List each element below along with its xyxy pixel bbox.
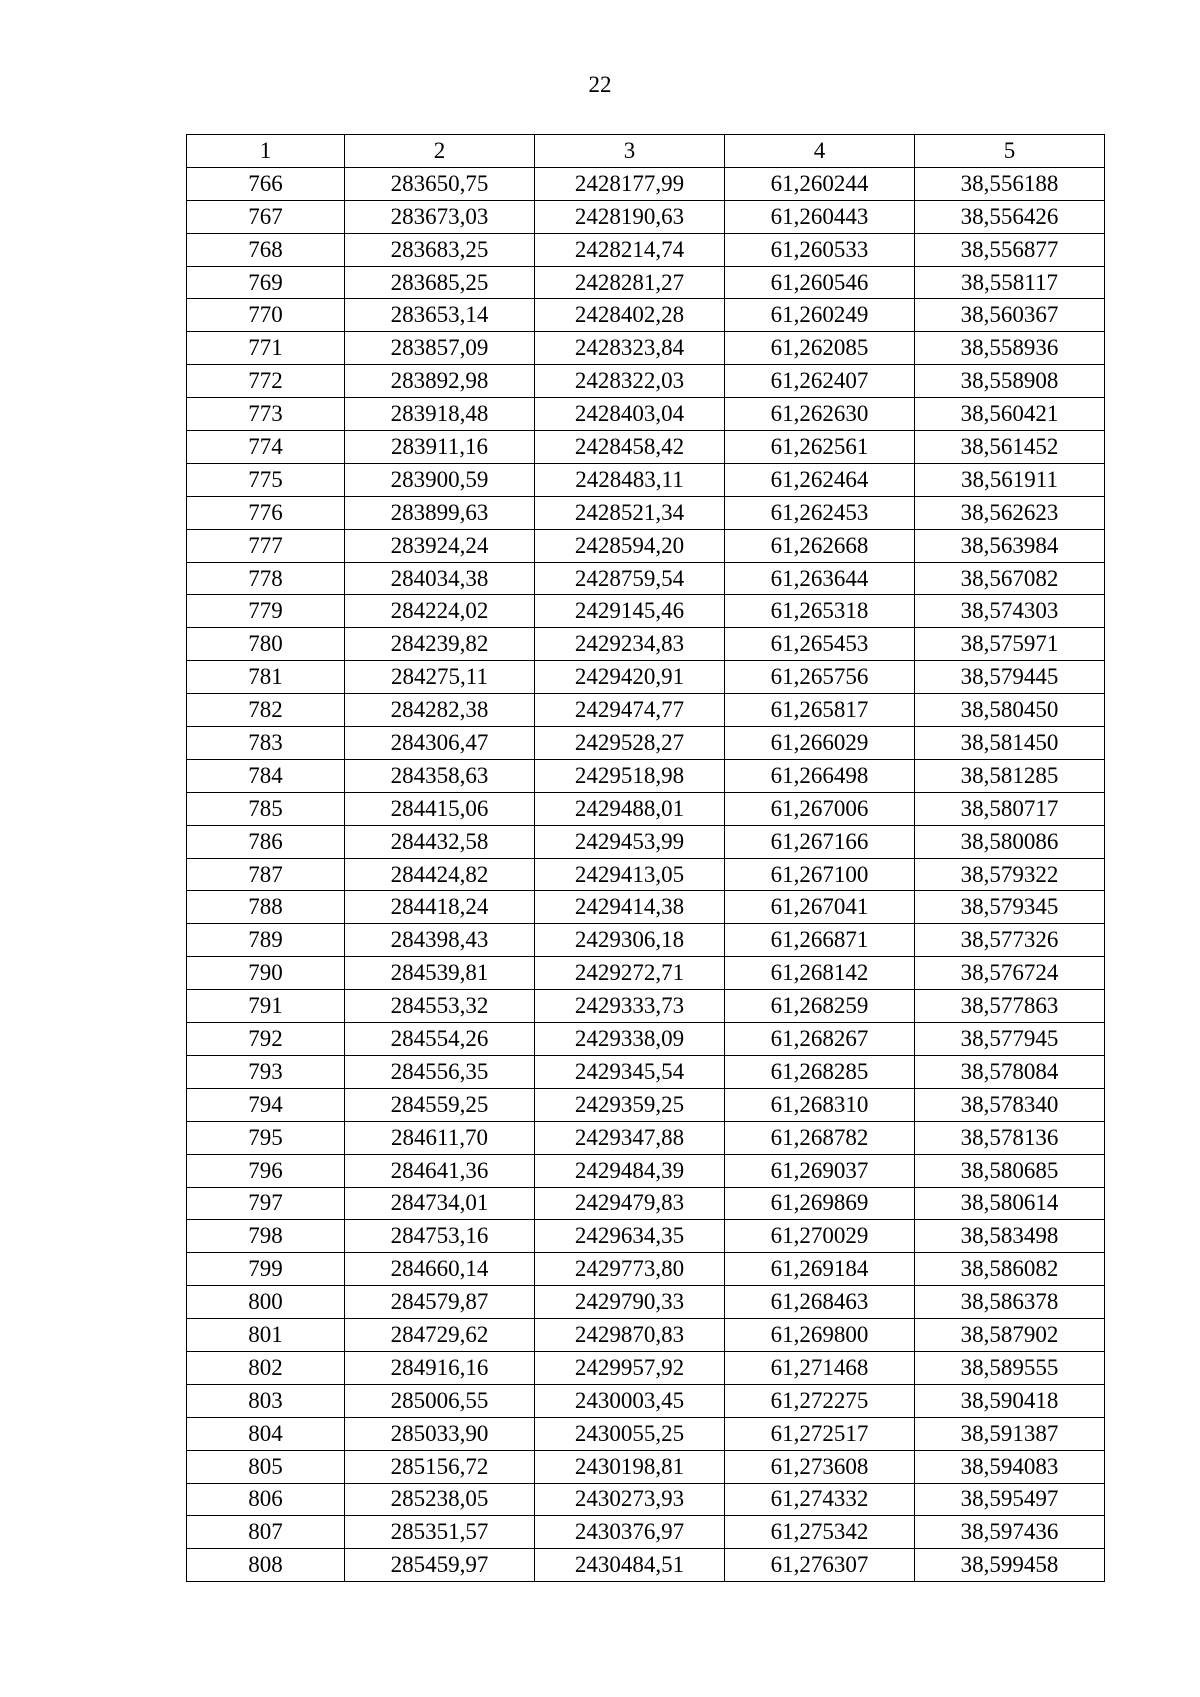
table-row (187, 431, 1105, 464)
longitude-cell: 38,580086 (915, 825, 1105, 858)
longitude-cell: 38,591387 (915, 1417, 1105, 1450)
table-row (187, 562, 1105, 595)
table-row (187, 496, 1105, 529)
table-row (187, 1450, 1105, 1483)
longitude-cell: 38,589555 (915, 1351, 1105, 1384)
point-number-cell: 775 (187, 463, 345, 496)
longitude-cell: 38,560421 (915, 398, 1105, 431)
table-row (187, 233, 1105, 266)
point-number-cell: 803 (187, 1384, 345, 1417)
y-coordinate-cell: 2429333,73 (535, 990, 725, 1023)
longitude-cell: 38,579445 (915, 661, 1105, 694)
x-coordinate-cell: 284554,26 (345, 1023, 535, 1056)
x-coordinate-cell: 284579,87 (345, 1286, 535, 1319)
point-number-cell: 787 (187, 858, 345, 891)
x-coordinate-cell: 284306,47 (345, 727, 535, 760)
y-coordinate-cell: 2429479,83 (535, 1187, 725, 1220)
x-coordinate-cell: 284641,36 (345, 1154, 535, 1187)
y-coordinate-cell: 2430198,81 (535, 1450, 725, 1483)
point-number-cell: 791 (187, 990, 345, 1023)
y-coordinate-cell: 2428594,20 (535, 529, 725, 562)
latitude-cell: 61,272275 (725, 1384, 915, 1417)
x-coordinate-cell: 284275,11 (345, 661, 535, 694)
latitude-cell: 61,268782 (725, 1121, 915, 1154)
longitude-cell: 38,560367 (915, 299, 1105, 332)
point-number-cell: 802 (187, 1351, 345, 1384)
table-row (187, 266, 1105, 299)
point-number-cell: 772 (187, 365, 345, 398)
y-coordinate-cell: 2429306,18 (535, 924, 725, 957)
table-row (187, 1121, 1105, 1154)
latitude-cell: 61,269800 (725, 1319, 915, 1352)
table-row (187, 957, 1105, 990)
latitude-cell: 61,268285 (725, 1055, 915, 1088)
column-header-5: 5 (915, 135, 1105, 168)
longitude-cell: 38,578136 (915, 1121, 1105, 1154)
latitude-cell: 61,262668 (725, 529, 915, 562)
latitude-cell: 61,269037 (725, 1154, 915, 1187)
x-coordinate-cell: 283673,03 (345, 200, 535, 233)
x-coordinate-cell: 284734,01 (345, 1187, 535, 1220)
point-number-cell: 797 (187, 1187, 345, 1220)
longitude-cell: 38,581450 (915, 727, 1105, 760)
longitude-cell: 38,575971 (915, 628, 1105, 661)
point-number-cell: 774 (187, 431, 345, 464)
y-coordinate-cell: 2429773,80 (535, 1253, 725, 1286)
x-coordinate-cell: 284034,38 (345, 562, 535, 595)
table-row (187, 694, 1105, 727)
point-number-cell: 785 (187, 792, 345, 825)
x-coordinate-cell: 284239,82 (345, 628, 535, 661)
table-row (187, 529, 1105, 562)
y-coordinate-cell: 2430003,45 (535, 1384, 725, 1417)
x-coordinate-cell: 283685,25 (345, 266, 535, 299)
x-coordinate-cell: 283899,63 (345, 496, 535, 529)
x-coordinate-cell: 283900,59 (345, 463, 535, 496)
x-coordinate-cell: 284553,32 (345, 990, 535, 1023)
y-coordinate-cell: 2429420,91 (535, 661, 725, 694)
latitude-cell: 61,262561 (725, 431, 915, 464)
latitude-cell: 61,267166 (725, 825, 915, 858)
y-coordinate-cell: 2428521,34 (535, 496, 725, 529)
y-coordinate-cell: 2429870,83 (535, 1319, 725, 1352)
x-coordinate-cell: 284916,16 (345, 1351, 535, 1384)
latitude-cell: 61,268310 (725, 1088, 915, 1121)
y-coordinate-cell: 2428322,03 (535, 365, 725, 398)
table-row (187, 1088, 1105, 1121)
longitude-cell: 38,580450 (915, 694, 1105, 727)
y-coordinate-cell: 2430055,25 (535, 1417, 725, 1450)
latitude-cell: 61,268142 (725, 957, 915, 990)
table-row (187, 891, 1105, 924)
longitude-cell: 38,558936 (915, 332, 1105, 365)
latitude-cell: 61,266498 (725, 759, 915, 792)
x-coordinate-cell: 284660,14 (345, 1253, 535, 1286)
y-coordinate-cell: 2430273,93 (535, 1483, 725, 1516)
latitude-cell: 61,260244 (725, 167, 915, 200)
x-coordinate-cell: 283924,24 (345, 529, 535, 562)
longitude-cell: 38,563984 (915, 529, 1105, 562)
latitude-cell: 61,269184 (725, 1253, 915, 1286)
longitude-cell: 38,562623 (915, 496, 1105, 529)
table-row (187, 1253, 1105, 1286)
x-coordinate-cell: 284556,35 (345, 1055, 535, 1088)
latitude-cell: 61,262464 (725, 463, 915, 496)
point-number-cell: 777 (187, 529, 345, 562)
y-coordinate-cell: 2429347,88 (535, 1121, 725, 1154)
y-coordinate-cell: 2428458,42 (535, 431, 725, 464)
point-number-cell: 807 (187, 1516, 345, 1549)
point-number-cell: 771 (187, 332, 345, 365)
x-coordinate-cell: 283683,25 (345, 233, 535, 266)
longitude-cell: 38,580717 (915, 792, 1105, 825)
point-number-cell: 769 (187, 266, 345, 299)
x-coordinate-cell: 283911,16 (345, 431, 535, 464)
table-row (187, 398, 1105, 431)
x-coordinate-cell: 284415,06 (345, 792, 535, 825)
x-coordinate-cell: 284753,16 (345, 1220, 535, 1253)
latitude-cell: 61,265756 (725, 661, 915, 694)
longitude-cell: 38,586378 (915, 1286, 1105, 1319)
y-coordinate-cell: 2429474,77 (535, 694, 725, 727)
point-number-cell: 767 (187, 200, 345, 233)
longitude-cell: 38,594083 (915, 1450, 1105, 1483)
y-coordinate-cell: 2429528,27 (535, 727, 725, 760)
column-header-1: 1 (187, 135, 345, 168)
y-coordinate-cell: 2429359,25 (535, 1088, 725, 1121)
y-coordinate-cell: 2429957,92 (535, 1351, 725, 1384)
x-coordinate-cell: 285351,57 (345, 1516, 535, 1549)
point-number-cell: 768 (187, 233, 345, 266)
latitude-cell: 61,266029 (725, 727, 915, 760)
point-number-cell: 793 (187, 1055, 345, 1088)
table-row (187, 924, 1105, 957)
x-coordinate-cell: 284539,81 (345, 957, 535, 990)
table-row (187, 463, 1105, 496)
longitude-cell: 38,556188 (915, 167, 1105, 200)
y-coordinate-cell: 2428214,74 (535, 233, 725, 266)
longitude-cell: 38,586082 (915, 1253, 1105, 1286)
longitude-cell: 38,578340 (915, 1088, 1105, 1121)
y-coordinate-cell: 2428403,04 (535, 398, 725, 431)
table-row (187, 1549, 1105, 1582)
latitude-cell: 61,267100 (725, 858, 915, 891)
table-row (187, 1417, 1105, 1450)
point-number-cell: 776 (187, 496, 345, 529)
point-number-cell: 798 (187, 1220, 345, 1253)
latitude-cell: 61,268463 (725, 1286, 915, 1319)
longitude-cell: 38,595497 (915, 1483, 1105, 1516)
latitude-cell: 61,262630 (725, 398, 915, 431)
point-number-cell: 800 (187, 1286, 345, 1319)
table-row (187, 727, 1105, 760)
x-coordinate-cell: 283650,75 (345, 167, 535, 200)
x-coordinate-cell: 285006,55 (345, 1384, 535, 1417)
table-row (187, 1055, 1105, 1088)
y-coordinate-cell: 2429488,01 (535, 792, 725, 825)
table-row (187, 1516, 1105, 1549)
longitude-cell: 38,561452 (915, 431, 1105, 464)
y-coordinate-cell: 2430376,97 (535, 1516, 725, 1549)
point-number-cell: 799 (187, 1253, 345, 1286)
latitude-cell: 61,262453 (725, 496, 915, 529)
latitude-cell: 61,270029 (725, 1220, 915, 1253)
table-row (187, 792, 1105, 825)
longitude-cell: 38,577945 (915, 1023, 1105, 1056)
latitude-cell: 61,267041 (725, 891, 915, 924)
column-header-4: 4 (725, 135, 915, 168)
point-number-cell: 766 (187, 167, 345, 200)
page-number: 22 (588, 72, 612, 97)
x-coordinate-cell: 285033,90 (345, 1417, 535, 1450)
latitude-cell: 61,273608 (725, 1450, 915, 1483)
longitude-cell: 38,597436 (915, 1516, 1105, 1549)
point-number-cell: 808 (187, 1549, 345, 1582)
latitude-cell: 61,276307 (725, 1549, 915, 1582)
point-number-cell: 794 (187, 1088, 345, 1121)
table-row (187, 1286, 1105, 1319)
longitude-cell: 38,587902 (915, 1319, 1105, 1352)
latitude-cell: 61,274332 (725, 1483, 915, 1516)
latitude-cell: 61,267006 (725, 792, 915, 825)
y-coordinate-cell: 2429518,98 (535, 759, 725, 792)
longitude-cell: 38,590418 (915, 1384, 1105, 1417)
latitude-cell: 61,262407 (725, 365, 915, 398)
point-number-cell: 788 (187, 891, 345, 924)
point-number-cell: 786 (187, 825, 345, 858)
x-coordinate-cell: 284432,58 (345, 825, 535, 858)
y-coordinate-cell: 2429234,83 (535, 628, 725, 661)
longitude-cell: 38,581285 (915, 759, 1105, 792)
latitude-cell: 61,268267 (725, 1023, 915, 1056)
latitude-cell: 61,265453 (725, 628, 915, 661)
table-row (187, 1384, 1105, 1417)
point-number-cell: 770 (187, 299, 345, 332)
y-coordinate-cell: 2428177,99 (535, 167, 725, 200)
x-coordinate-cell: 283653,14 (345, 299, 535, 332)
y-coordinate-cell: 2429453,99 (535, 825, 725, 858)
y-coordinate-cell: 2429145,46 (535, 595, 725, 628)
table-row (187, 759, 1105, 792)
y-coordinate-cell: 2429790,33 (535, 1286, 725, 1319)
y-coordinate-cell: 2428190,63 (535, 200, 725, 233)
x-coordinate-cell: 284611,70 (345, 1121, 535, 1154)
y-coordinate-cell: 2429484,39 (535, 1154, 725, 1187)
x-coordinate-cell: 285156,72 (345, 1450, 535, 1483)
point-number-cell: 779 (187, 595, 345, 628)
point-number-cell: 795 (187, 1121, 345, 1154)
table-row (187, 858, 1105, 891)
table-row (187, 661, 1105, 694)
point-number-cell: 796 (187, 1154, 345, 1187)
point-number-cell: 782 (187, 694, 345, 727)
longitude-cell: 38,556426 (915, 200, 1105, 233)
point-number-cell: 801 (187, 1319, 345, 1352)
y-coordinate-cell: 2428281,27 (535, 266, 725, 299)
table-row (187, 299, 1105, 332)
x-coordinate-cell: 284224,02 (345, 595, 535, 628)
x-coordinate-cell: 284418,24 (345, 891, 535, 924)
y-coordinate-cell: 2429634,35 (535, 1220, 725, 1253)
latitude-cell: 61,269869 (725, 1187, 915, 1220)
x-coordinate-cell: 283892,98 (345, 365, 535, 398)
point-number-cell: 784 (187, 759, 345, 792)
table-row (187, 167, 1105, 200)
x-coordinate-cell: 284358,63 (345, 759, 535, 792)
longitude-cell: 38,580685 (915, 1154, 1105, 1187)
table-row (187, 200, 1105, 233)
y-coordinate-cell: 2428483,11 (535, 463, 725, 496)
column-header-3: 3 (535, 135, 725, 168)
y-coordinate-cell: 2428323,84 (535, 332, 725, 365)
y-coordinate-cell: 2428402,28 (535, 299, 725, 332)
table-row (187, 990, 1105, 1023)
longitude-cell: 38,558117 (915, 266, 1105, 299)
table-row (187, 595, 1105, 628)
table-row (187, 1483, 1105, 1516)
point-number-cell: 792 (187, 1023, 345, 1056)
y-coordinate-cell: 2429414,38 (535, 891, 725, 924)
table-row (187, 825, 1105, 858)
point-number-cell: 773 (187, 398, 345, 431)
column-header-2: 2 (345, 135, 535, 168)
x-coordinate-cell: 284559,25 (345, 1088, 535, 1121)
latitude-cell: 61,265817 (725, 694, 915, 727)
longitude-cell: 38,576724 (915, 957, 1105, 990)
x-coordinate-cell: 284424,82 (345, 858, 535, 891)
table-row (187, 1351, 1105, 1384)
latitude-cell: 61,260443 (725, 200, 915, 233)
longitude-cell: 38,567082 (915, 562, 1105, 595)
point-number-cell: 781 (187, 661, 345, 694)
point-number-cell: 806 (187, 1483, 345, 1516)
latitude-cell: 61,263644 (725, 562, 915, 595)
longitude-cell: 38,556877 (915, 233, 1105, 266)
y-coordinate-cell: 2429413,05 (535, 858, 725, 891)
y-coordinate-cell: 2429338,09 (535, 1023, 725, 1056)
x-coordinate-cell: 285459,97 (345, 1549, 535, 1582)
table-header-row (187, 135, 1105, 168)
table-row (187, 1220, 1105, 1253)
longitude-cell: 38,577863 (915, 990, 1105, 1023)
longitude-cell: 38,580614 (915, 1187, 1105, 1220)
latitude-cell: 61,260249 (725, 299, 915, 332)
point-number-cell: 805 (187, 1450, 345, 1483)
table-row (187, 1187, 1105, 1220)
longitude-cell: 38,578084 (915, 1055, 1105, 1088)
latitude-cell: 61,272517 (725, 1417, 915, 1450)
y-coordinate-cell: 2429345,54 (535, 1055, 725, 1088)
longitude-cell: 38,583498 (915, 1220, 1105, 1253)
table-row (187, 365, 1105, 398)
longitude-cell: 38,579345 (915, 891, 1105, 924)
latitude-cell: 61,275342 (725, 1516, 915, 1549)
longitude-cell: 38,599458 (915, 1549, 1105, 1582)
latitude-cell: 61,268259 (725, 990, 915, 1023)
longitude-cell: 38,558908 (915, 365, 1105, 398)
point-number-cell: 780 (187, 628, 345, 661)
point-number-cell: 790 (187, 957, 345, 990)
latitude-cell: 61,271468 (725, 1351, 915, 1384)
x-coordinate-cell: 284398,43 (345, 924, 535, 957)
y-coordinate-cell: 2428759,54 (535, 562, 725, 595)
coordinates-table (186, 134, 1105, 1582)
y-coordinate-cell: 2430484,51 (535, 1549, 725, 1582)
latitude-cell: 61,260546 (725, 266, 915, 299)
longitude-cell: 38,574303 (915, 595, 1105, 628)
latitude-cell: 61,262085 (725, 332, 915, 365)
latitude-cell: 61,266871 (725, 924, 915, 957)
table-body (187, 167, 1105, 1581)
x-coordinate-cell: 283857,09 (345, 332, 535, 365)
longitude-cell: 38,561911 (915, 463, 1105, 496)
table-row (187, 1154, 1105, 1187)
table-row (187, 628, 1105, 661)
table-row (187, 1319, 1105, 1352)
x-coordinate-cell: 284282,38 (345, 694, 535, 727)
table-row (187, 1023, 1105, 1056)
y-coordinate-cell: 2429272,71 (535, 957, 725, 990)
point-number-cell: 804 (187, 1417, 345, 1450)
point-number-cell: 783 (187, 727, 345, 760)
longitude-cell: 38,579322 (915, 858, 1105, 891)
x-coordinate-cell: 284729,62 (345, 1319, 535, 1352)
point-number-cell: 789 (187, 924, 345, 957)
latitude-cell: 61,260533 (725, 233, 915, 266)
x-coordinate-cell: 285238,05 (345, 1483, 535, 1516)
x-coordinate-cell: 283918,48 (345, 398, 535, 431)
longitude-cell: 38,577326 (915, 924, 1105, 957)
table-row (187, 332, 1105, 365)
latitude-cell: 61,265318 (725, 595, 915, 628)
point-number-cell: 778 (187, 562, 345, 595)
